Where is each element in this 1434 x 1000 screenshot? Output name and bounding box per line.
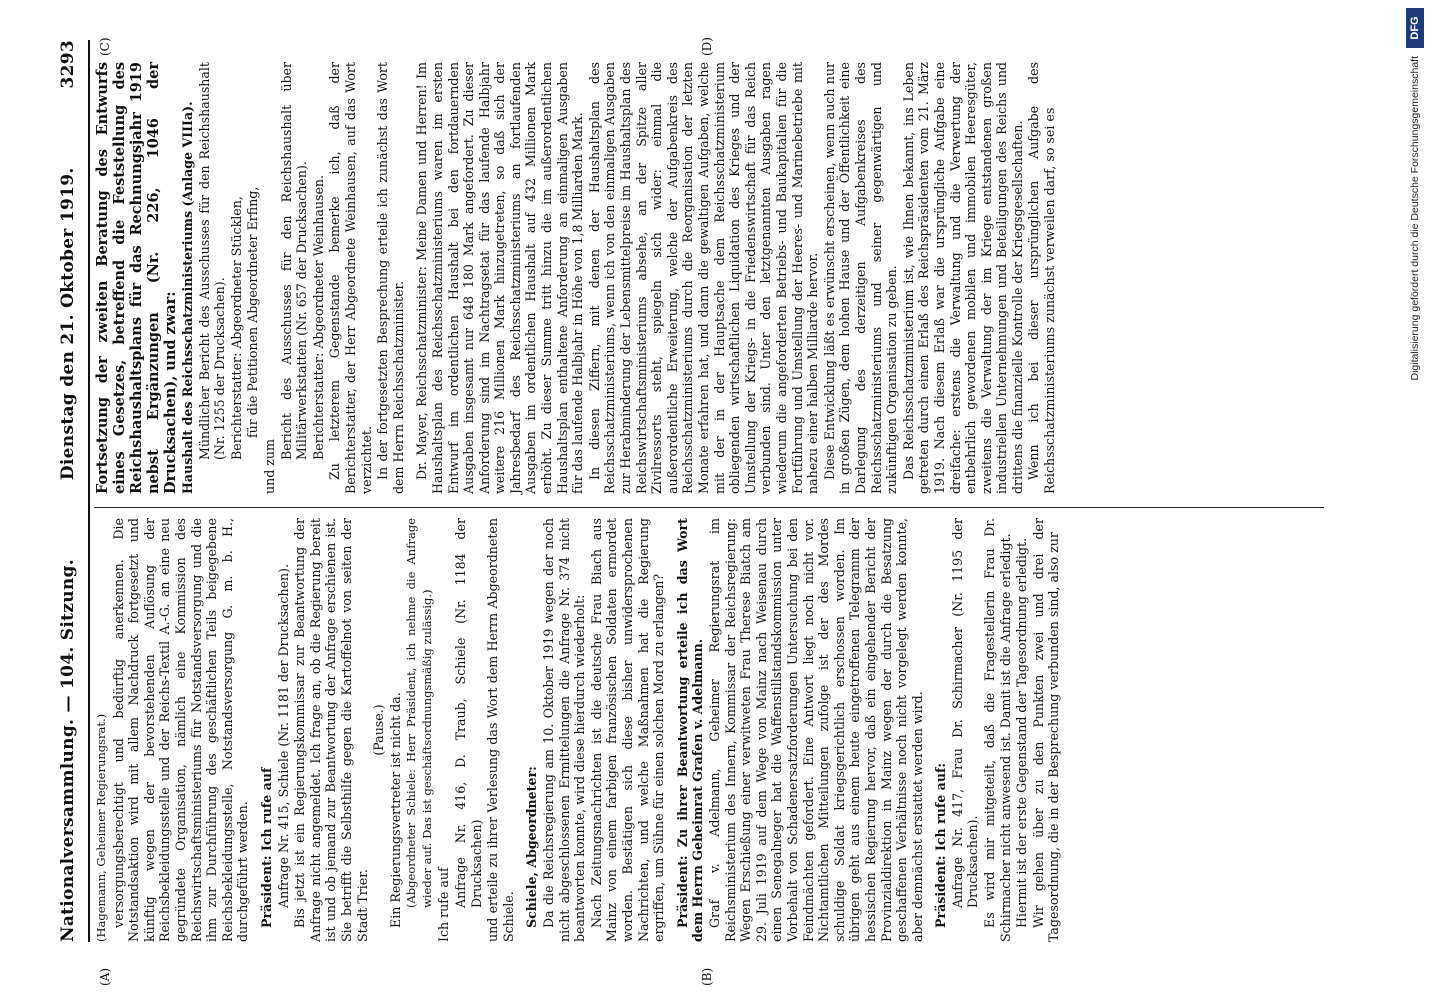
interjection: (Abgeordneter Schiele: Herr Präsident, ich nehme die Anfrage wieder auf. Das ist geschäftsordnungsmäßig zulässig.) xyxy=(404,518,434,908)
inquiry-reference: Anfrage Nr. 415, Schiele (Nr. 1181 der Drucksachen). xyxy=(275,563,291,908)
president-call: Präsident: Ich rufe auf xyxy=(258,767,274,928)
page-number: 3293 xyxy=(58,40,78,89)
paragraph: Hiermit ist der erste Gegenstand der Tagesordnung erledigt. xyxy=(1014,537,1030,928)
paragraph: versorgungsberechtigt und bedürftig anerkennen. Die Notstandsaktion wird mit allem Nachdruck fortgesetzt und künftig wegen der bevorstehenden Auflösung der Reichsbekleidungsstelle und der Reichs-Textil A.-G. an eine neu gegründete Organisation, nämlich eine Kommission des Reichswirtschaftsministeriums für Notstandsversorgung und die ihm zur Durchführung des geschäftlichen Teils beigegebene Reichsbekleidungsstelle, Notstandsversorgung G. m. b. H., durchgeführt werden. xyxy=(110,518,251,942)
speaker-continuation: (Hagemann, Geheimer Regierungsrat.) xyxy=(94,713,108,942)
agenda-heading: Fortsetzung der zweiten Beratung des Entwurfs eines Gesetzes, betreffend die Feststellung des Reichshaushaltsplans für das Rechnungsjahr 1919 nebst Ergänzungen (Nr. 226, 1046 der Drucksachen), und zwar: xyxy=(94,62,179,494)
connector: und zum xyxy=(261,439,277,494)
report-reference: Mündlicher Bericht des Ausschusses für den Reichshaushalt (Nr. 1255 der Drucksachen). xyxy=(196,62,228,460)
paragraph: Graf v. Adelmann, Geheimer Regierungsrat im Reichsministerium des Innern, Kommissar der Reichsregierung: Wegen Erschießung einer verwitweten Frau Therese Biatch am 29. Juli 1919 auf dem Wege von Mainz nach Weisenau durch einen Senegalneger hat die Waffenstillstandskommission unter Vorbehalt von Schadenersatzforderungen Untersuchung bei den Feindmächten gefordert. Eine Antwort liegt noch nicht vor. Nichtamtlichen Mitteilungen zufolge ist der des Mordes schuldige Soldat kriegsgerichtlich erschossen worden. Im übrigen geht aus einem heute eingetroffenen Telegramm der hessischen Regierung hervor, daß ein eingehender Bericht der Provinzialdirektion in Mainz wegen der durch die Besatzung geschaffenen Verhältnisse noch nicht vorgelegt werden konnte, aber demnächst erstattet werden wird. xyxy=(706,518,925,942)
paragraph: Wir gehen über zu den Punkten zwei und drei der Tagesordnung, die in der Besprechung verbunden sind, also zur xyxy=(1030,518,1062,942)
paragraph: Es wird mir mitgeteilt, daß die Fragestellerin Frau Dr. Schirmacher nicht anwesend ist. Damit ist die Anfrage erledigt. xyxy=(982,518,1013,942)
dfg-logo: DFG xyxy=(1406,8,1424,48)
rapporteur: für die Petitionen Abgeordneter Erfing, xyxy=(245,186,261,438)
paragraph: Wenn ich bei dieser ursprünglichen Aufgabe des Reichsschatzministeriums zunächst verweilen darf, so sei es xyxy=(1026,62,1058,494)
paragraph: In der fortgesetzten Besprechung erteile ich zunächst das Wort dem Herrn Reichsschatzminister. xyxy=(375,62,406,494)
paragraph: und erteile zu ihrer Verlesung das Wort dem Herrn Abgeordneten Schiele. xyxy=(485,518,516,942)
paragraph: Ich rufe auf xyxy=(436,867,452,942)
speaker-name: Schiele, Abgeordneter: xyxy=(524,766,540,928)
stage-direction: (Pause.) xyxy=(371,704,387,756)
margin-marker-a: (A) xyxy=(98,967,112,986)
header-left: Nationalversammlung. — 104. Sitzung. xyxy=(58,559,78,942)
digitization-note: Digitalisierung gefördert durch die Deutsche Forschungsgemeinschaft xyxy=(1409,56,1421,381)
speech-paragraph: Dr. Mayer, Reichsschatzminister: Meine Damen und Herren! Im Haushaltsplan des Reichsschatzministeriums waren im ersten Entwurf im ordentlichen Haushalt bei den fortdauernden Ausgaben insgesamt nur 648 180 Mark angefordert. Zu dieser Anforderung sind im Nachtragsetat für das laufende Halbjahr weitere 216 Millionen Mark hinzugetreten, so daß sich der Jahresbedarf des Reichsschatzministeriums an fortlaufenden Ausgaben im ordentlichen Haushalt auf 432 Millionen Mark erhöht. Zu dieser Summe tritt hinzu die im außerordentlichen Haushaltsplan enthaltene Anforderung an einmaligen Ausgaben für das laufende Halbjahr in Höhe von 1,8 Milliarden Mark. xyxy=(414,62,586,494)
margin-marker-c: (C) xyxy=(98,37,112,56)
rapporteur: Berichterstatter: Abgeordneter Weinhausen. xyxy=(310,174,326,460)
paragraph: Das Reichsschatzministerium ist, wie Ihnen bekannt, ins Leben getreten durch einen Erlaß des Reichspräsidenten vom 21. März 1919. Nach diesem Erlaß war die ursprüngliche Aufgabe eine dreifache: erstens die Verwaltung und die Verwertung der entbehrlich gewordenen mobilen und immobilen Heeresgüter, zweitens die Verwaltung der im Kriege entstandenen großen industriellen Unternehmungen und Beteiligungen des Reichs und drittens die finanzielle Kontrolle der Kriegsgesellschaften. xyxy=(900,62,1025,494)
inquiry-reference: Anfrage Nr. 416, D. Traub, Schiele (Nr. 1184 der Drucksachen) xyxy=(453,518,484,908)
report-reference: Bericht des Ausschusses für den Reichshaushalt über Militärwerkstatten (Nr. 657 der Drucksachen). xyxy=(278,62,310,460)
paragraph: Ein Regierungsvertreter ist nicht da. xyxy=(387,692,403,928)
margin-marker-d: (D) xyxy=(700,37,714,56)
president-call: Präsident: Ich rufe auf: xyxy=(933,762,949,928)
rapporteur: Berichterstatter: Abgeordneter Stücklen, xyxy=(228,196,244,460)
paragraph: Bis jetzt ist ein Regierungskommissar zur Beantwortung der Anfrage nicht angemeldet. Ich frage an, ob die Regierung bereit ist und ob jemand zur Beantwortung der Anfrage erschienen ist. Sie betrifft die Selbsthilfe gegen die Kartoffelnot von seiten der Stadt Trier. xyxy=(292,518,370,942)
paragraph: In diesen Ziffern, mit denen der Haushaltsplan des Reichsschatzministeriums, wenn ich von den einmaligen Ausgaben zur Herabminderung der Lebensmittelpreise im Haushaltsplan des Reichswirtschaftsministeriums absehe, an der Spitze aller Zivilressorts steht, spiegeln sich wider: einmal die außerordentliche Erweiterung, welche der Aufgabenkreis des Reichsschatzministeriums durch die Reorganisation der letzten Monate erfahren hat, und dann die gewaltigen Aufgaben, welche mit der in der Hauptsache dem Reichsschatzministerium obliegenden wirtschaftlichen Liquidation des Krieges und der Umstellung der Kriegs- in die Friedenswirtschaft für das Reich verbunden sind. Unter den letztgenannten Ausgaben ragen wiederum die angeforderten Betriebs- und Baukapitalien für die Fortführung und Umstellung der Heeres- und Marinebetriebe mit nahezu einer halben Milliarde hervor. xyxy=(586,62,821,494)
president-call: Präsident: Zu ihrer Beantwortung erteile ich das Wort dem Herrn Geheimrat Grafen v. Adelmann. xyxy=(674,518,706,942)
column-separator xyxy=(94,507,1324,508)
inquiry-reference: Anfrage Nr. 417, Frau Dr. Schirmacher (Nr. 1195 der Drucksachen). xyxy=(949,518,981,908)
digitization-sidebar xyxy=(1406,8,1424,992)
paragraph: Da die Reichsregierung am 10. Oktober 1919 wegen der noch nicht abgeschlossenen Ermittelungen die Anfrage Nr. 374 nicht beantworten konnte, wird diese hierdurch wiederholt: xyxy=(541,518,588,942)
header-rule xyxy=(88,40,90,942)
left-column xyxy=(94,518,1063,942)
agenda-item: Haushalt des Reichsschatzministeriums (Anlage VIIIa). xyxy=(180,101,195,494)
paragraph: Nach Zeitungsnachrichten ist die deutsche Frau Biach aus Mainz von einem farbigen französischen Soldaten ermordet worden. Bestätigen sich diese bisher unwidersprochenen Nachrichten, und welche Maßnahmen hat die Regierung ergriffen, um Sühne für einen solchen Mord zu erlangen? xyxy=(588,518,667,942)
right-column xyxy=(94,62,1059,494)
paragraph: Diese Entwicklung läßt es erwünscht erscheinen, wenn auch nur in großen Zügen, dem hohen Hause und der Öffentlichkeit eine Darlegung des derzeitigen Aufgabenkreises des Reichsschatzministeriums und seiner gegenwärtigen und zukünftigen Organisation zu geben. xyxy=(821,62,900,494)
paragraph: Zu letzterem Gegenstande bemerke ich, daß der Berichterstatter, der Herr Abgeordnete Weinhausen, auf das Wort verzichtet. xyxy=(327,62,374,494)
page-header xyxy=(58,40,86,942)
header-date: Dienstag den 21. Oktober 1919. xyxy=(58,167,78,481)
margin-marker-b: (B) xyxy=(700,967,714,986)
